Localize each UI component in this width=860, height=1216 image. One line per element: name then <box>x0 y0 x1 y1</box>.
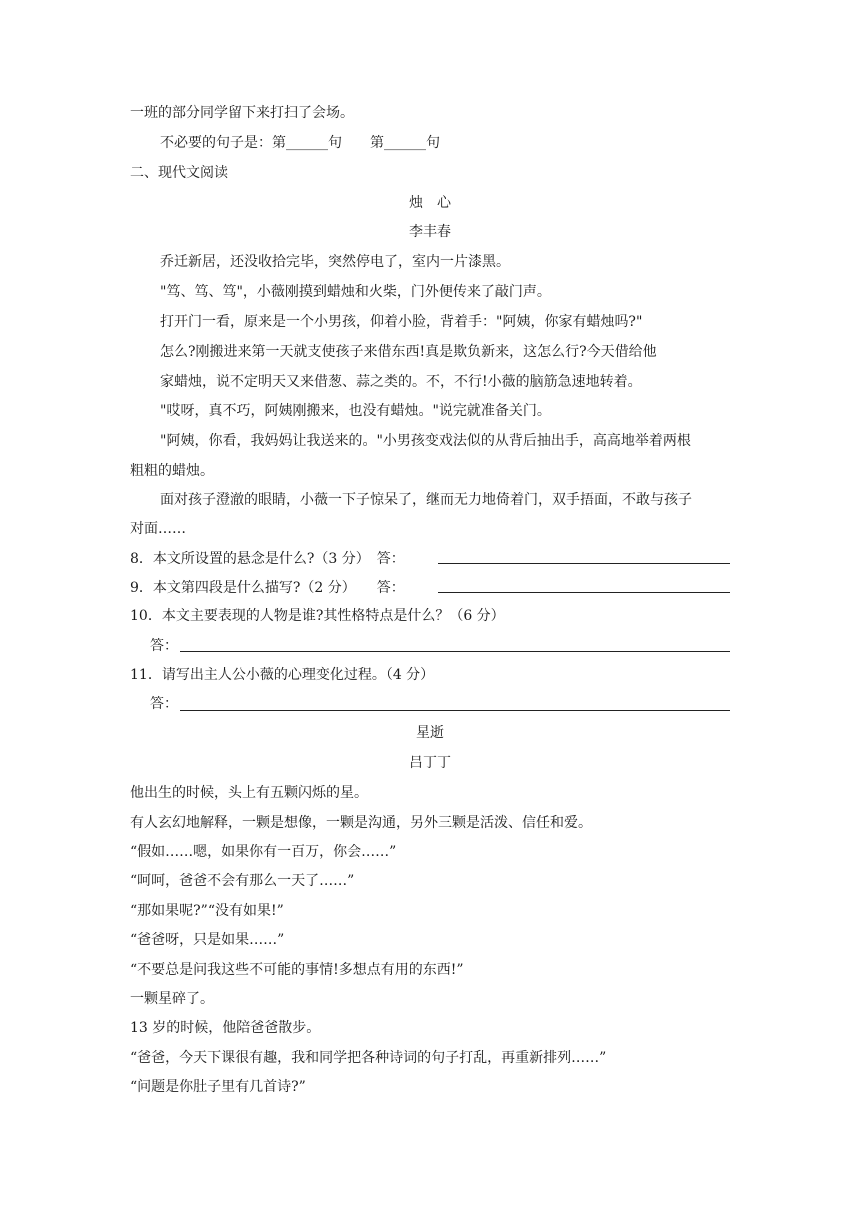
story1-author: 李丰春 <box>409 224 451 240</box>
story1-paragraph: 怎么?刚搬进来第一天就支使孩子来借东西!真是欺负新来，这怎么行?今天借给他 <box>160 344 657 360</box>
story2-line: “问题是你肚子里有几首诗?” <box>130 1079 306 1095</box>
story1-paragraph: 粗粗的蜡烛。 <box>130 463 214 479</box>
answer-label-11: 答： <box>150 696 178 712</box>
answer-label-10: 答： <box>150 638 178 654</box>
paragraph-ending: 一班的部分同学留下来打扫了会场。 <box>130 105 354 121</box>
story1-paragraph: "阿姨，你看，我妈妈让我送来的。"小男孩变戏法似的从背后抽出手，高高地举着两根 <box>160 433 691 449</box>
story1-paragraph: 面对孩子澄澈的眼睛，小薇一下子惊呆了，继而无力地倚着门，双手捂面，不敢与孩子 <box>160 492 692 508</box>
story1-paragraph: 乔迁新居，还没收拾完毕，突然停电了，室内一片漆黑。 <box>160 254 510 270</box>
unnecessary-sentences-prompt: 不必要的句子是：第______句 第______句 <box>160 135 440 151</box>
story2-line: “爸爸呀，只是如果……” <box>130 932 285 948</box>
story2-line: “呵呵，爸爸不会有那么一天了……” <box>130 873 355 889</box>
story2-line: 一颗星碎了。 <box>130 991 214 1007</box>
story2-line: 他出生的时候，头上有五颗闪烁的星。 <box>130 785 368 801</box>
story1-title: 烛 心 <box>409 195 451 211</box>
story2-title: 星逝 <box>416 725 444 741</box>
answer-line-9[interactable] <box>438 592 730 593</box>
question-11: 11．请写出主人公小薇的心理变化过程。（4 分） <box>130 667 435 683</box>
question-8: 8．本文所设置的悬念是什么?（3 分） 答： <box>130 551 405 567</box>
answer-line-10[interactable] <box>180 651 730 652</box>
story2-line: “假如……嗯，如果你有一百万，你会……” <box>130 844 397 860</box>
story1-paragraph: 家蜡烛，说不定明天又来借葱、蒜之类的。不，不行!小薇的脑筋急速地转着。 <box>160 374 642 390</box>
story2-line: 13 岁的时候，他陪爸爸散步。 <box>130 1020 321 1036</box>
answer-line-11[interactable] <box>180 710 730 711</box>
story1-paragraph: "哎呀，真不巧，阿姨刚搬来，也没有蜡烛。"说完就准备关门。 <box>160 403 551 419</box>
answer-line-8[interactable] <box>438 563 730 564</box>
question-9: 9．本文第四段是什么描写?（2 分） 答： <box>130 580 405 596</box>
story2-line: 有人玄幻地解释，一颗是想像，一颗是沟通，另外三颗是活泼、信任和爱。 <box>130 815 592 831</box>
story1-paragraph: 打开门一看，原来是一个小男孩，仰着小脸，背着手："阿姨，你家有蜡烛吗?" <box>160 314 643 330</box>
story1-paragraph: "笃、笃、笃"，小薇刚摸到蜡烛和火柴，门外便传来了敲门声。 <box>160 284 551 300</box>
question-10: 10．本文主要表现的人物是谁?其性格特点是什么？（6 分） <box>130 608 505 624</box>
story2-author: 吕丁丁 <box>409 755 451 771</box>
story1-paragraph: 对面…… <box>130 521 186 537</box>
story2-line: “不要总是问我这些不可能的事情!多想点有用的东西!” <box>130 962 464 978</box>
section-heading: 二、现代文阅读 <box>130 165 228 181</box>
story2-line: “那如果呢?”“没有如果!” <box>130 903 284 919</box>
story2-line: “爸爸，今天下课很有趣，我和同学把各种诗词的句子打乱，再重新排列……” <box>130 1050 607 1066</box>
